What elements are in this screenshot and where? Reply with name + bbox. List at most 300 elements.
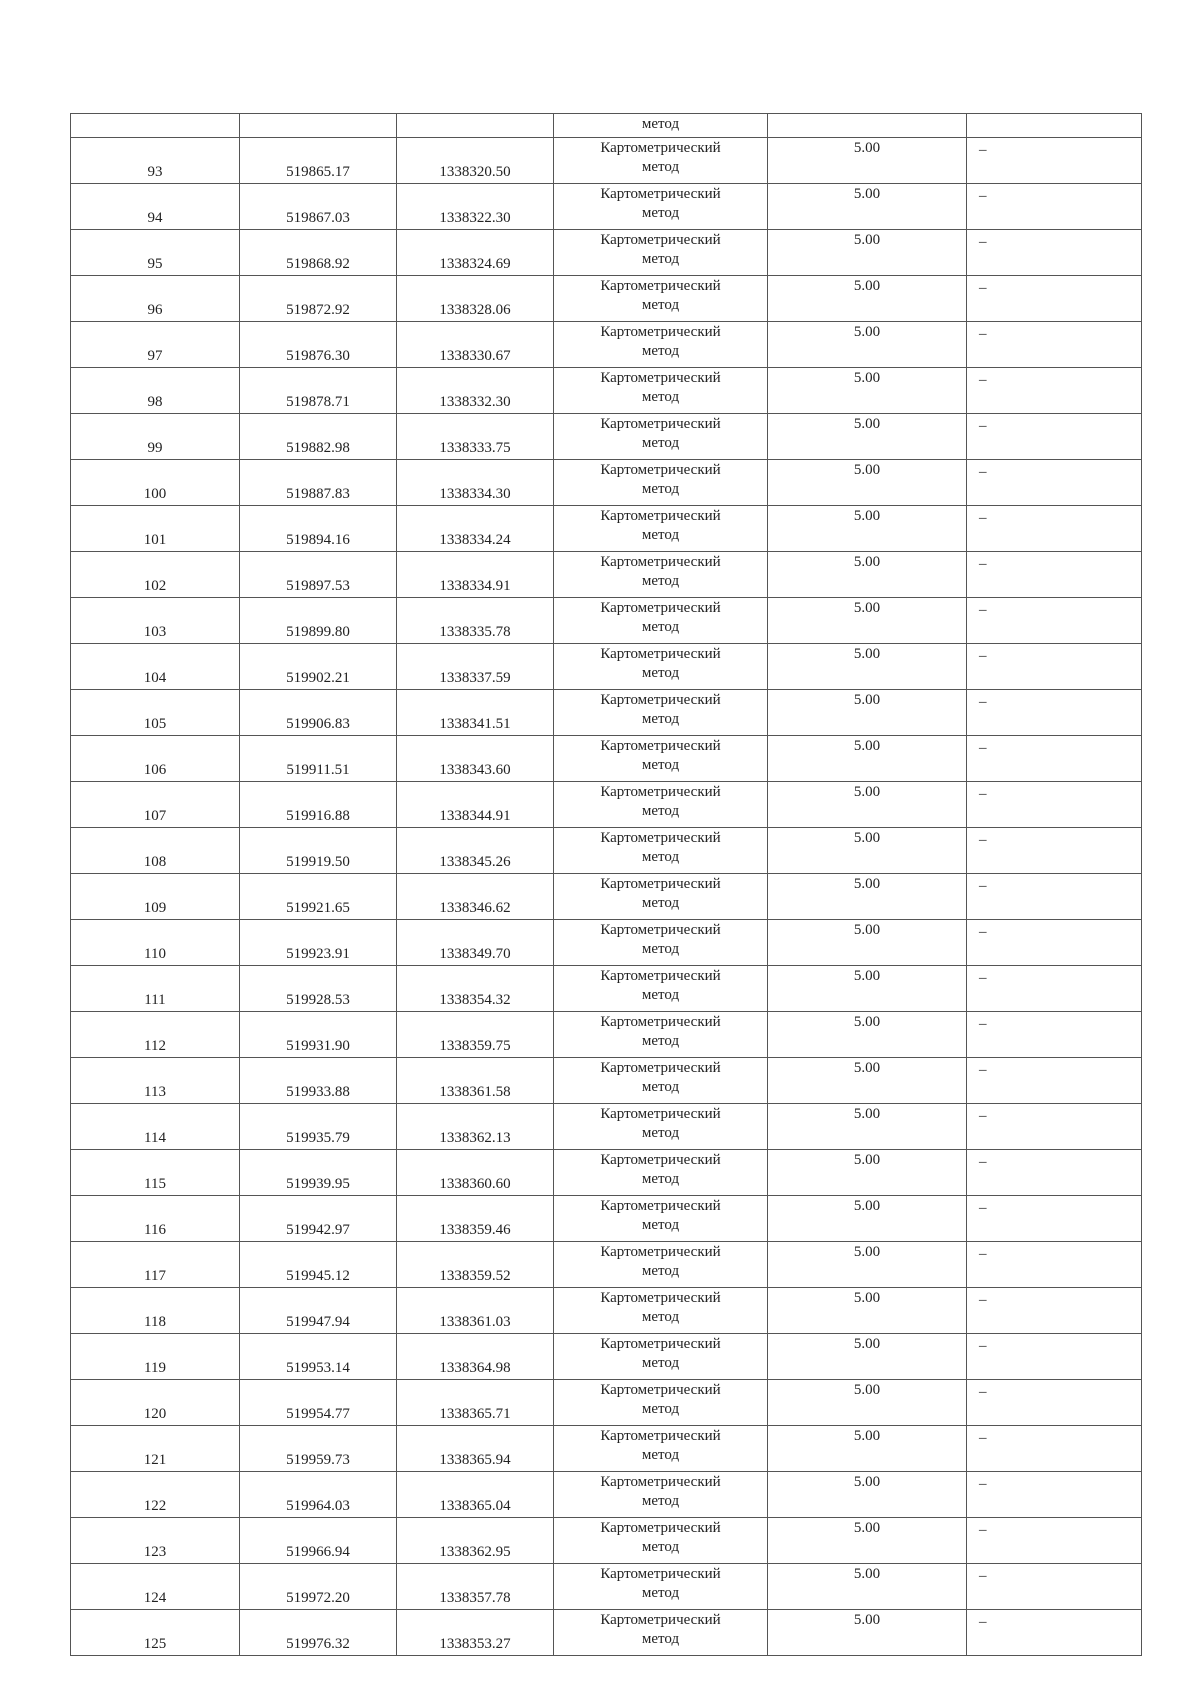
table-row [71,1334,1142,1380]
method-line-1: Картометрический [600,1198,721,1214]
x-coordinate-cell [240,1334,397,1380]
point-number-cell [71,1564,240,1610]
accuracy-cell: 5.00 [768,276,967,322]
x-coordinate: 519916.88 [286,808,350,824]
y-coordinate: 1338332.30 [439,394,511,410]
point-number: 100 [143,486,167,502]
point-number: 113 [144,1084,166,1100]
method-line-2: метод [641,849,680,865]
method-line-1: Картометрический [600,692,721,708]
point-number: 110 [144,946,166,962]
accuracy-cell: 5.00 [768,1610,967,1656]
y-coordinate-cell [397,1426,554,1472]
point-number: 99 [147,440,163,456]
method-cell [554,966,768,1012]
method-line-1: Картометрический [600,1106,721,1122]
y-coordinate: 1338334.91 [439,578,511,594]
x-coordinate-cell [240,1242,397,1288]
point-number: 117 [144,1268,166,1284]
method-line-2: метод [641,1447,680,1463]
point-number: 104 [143,670,167,686]
method-line-1: Картометрический [600,508,721,524]
x-coordinate-cell [240,828,397,874]
method-line-2: метод [641,987,680,1003]
point-number-cell [71,1012,240,1058]
y-coordinate-cell [397,1058,554,1104]
point-number-cell [71,1380,240,1426]
method-line-2: метод [641,159,680,175]
point-number: 122 [143,1498,167,1514]
description-cell: – [967,276,1142,322]
x-coordinate-cell [240,322,397,368]
x-coordinate: 519942.97 [286,1222,350,1238]
description-cell: – [967,1518,1142,1564]
method-cell [554,460,768,506]
method-cell [554,920,768,966]
accuracy-cell: 5.00 [768,1288,967,1334]
method-line-2: метод [641,895,680,911]
point-number: 94 [147,210,163,226]
point-number: 112 [144,1038,166,1054]
method-cell [554,368,768,414]
method-line-2: метод [641,573,680,589]
point-number-cell [71,230,240,276]
method-cell [554,644,768,690]
y-coordinate: 1338346.62 [439,900,511,916]
point-number: 111 [144,992,166,1008]
x-coordinate-cell [240,138,397,184]
point-number: 96 [147,302,163,318]
x-coordinate: 519954.77 [286,1406,350,1422]
x-coordinate-cell [240,1426,397,1472]
method-cell [554,1518,768,1564]
method-line-1: Картометрический [600,554,721,570]
method-line-1: Картометрический [600,370,721,386]
y-coordinate-cell [397,460,554,506]
method-cell [554,690,768,736]
table-row [71,506,1142,552]
accuracy-cell: 5.00 [768,920,967,966]
method-line-2: метод [641,389,680,405]
method-cell [554,1426,768,1472]
accuracy-cell: 5.00 [768,322,967,368]
y-coordinate-cell [397,1380,554,1426]
description-cell: – [967,1288,1142,1334]
point-number: 106 [143,762,167,778]
point-number-cell [71,414,240,460]
coordinates-table-body [71,114,1142,1656]
point-number: 120 [143,1406,167,1422]
x-coordinate-cell [240,1150,397,1196]
method-cell [554,1564,768,1610]
cont-cell-description [967,114,1142,138]
y-coordinate-cell [397,598,554,644]
x-coordinate: 519868.92 [286,256,350,272]
x-coordinate: 519976.32 [286,1636,350,1652]
y-coordinate: 1338360.60 [439,1176,511,1192]
point-number: 105 [143,716,167,732]
point-number: 123 [143,1544,167,1560]
method-line-1: Картометрический [600,1382,721,1398]
point-number-cell [71,690,240,736]
point-number-cell [71,184,240,230]
point-number: 125 [143,1636,167,1652]
point-number: 98 [147,394,163,410]
method-line-1: Картометрический [600,140,721,156]
point-number: 108 [143,854,167,870]
accuracy-cell: 5.00 [768,552,967,598]
x-coordinate: 519964.03 [286,1498,350,1514]
description-cell: – [967,1196,1142,1242]
method-line-1: Картометрический [600,1428,721,1444]
x-coordinate-cell [240,230,397,276]
table-row [71,1012,1142,1058]
y-coordinate-cell [397,1472,554,1518]
cont-cell-y [397,114,554,138]
y-coordinate-cell [397,1288,554,1334]
table-row [71,230,1142,276]
method-line-2: метод [641,1401,680,1417]
description-cell: – [967,1380,1142,1426]
point-number: 109 [143,900,167,916]
y-coordinate-cell [397,1334,554,1380]
table-row [71,368,1142,414]
x-coordinate-cell [240,1058,397,1104]
x-coordinate-cell [240,1564,397,1610]
x-coordinate-cell [240,736,397,782]
description-cell: – [967,1242,1142,1288]
method-line-2: метод [641,665,680,681]
method-line-1: Картометрический [600,1244,721,1260]
accuracy-cell: 5.00 [768,460,967,506]
point-number: 124 [143,1590,167,1606]
accuracy-cell: 5.00 [768,1518,967,1564]
method-cell [554,184,768,230]
table-row [71,1196,1142,1242]
method-line-2: метод [641,711,680,727]
y-coordinate-cell [397,138,554,184]
table-row [71,1242,1142,1288]
point-number-cell [71,782,240,828]
point-number: 93 [147,164,163,180]
y-coordinate: 1338334.24 [439,532,511,548]
y-coordinate: 1338330.67 [439,348,511,364]
method-line-1: Картометрический [600,1520,721,1536]
method-cell [554,322,768,368]
method-cell [554,874,768,920]
description-cell: – [967,230,1142,276]
method-line-1: Картометрический [600,1474,721,1490]
method-cell [554,1058,768,1104]
x-coordinate-cell [240,368,397,414]
y-coordinate-cell [397,1610,554,1656]
y-coordinate-cell [397,736,554,782]
point-number-cell [71,644,240,690]
description-cell: – [967,1610,1142,1656]
x-coordinate: 519865.17 [286,164,350,180]
x-coordinate-cell [240,966,397,1012]
description-cell: – [967,1012,1142,1058]
method-line-2: метод [641,619,680,635]
accuracy-cell: 5.00 [768,230,967,276]
description-cell: – [967,644,1142,690]
x-coordinate-cell [240,920,397,966]
description-cell: – [967,1104,1142,1150]
description-cell: – [967,920,1142,966]
point-number-cell [71,874,240,920]
accuracy-cell: 5.00 [768,1104,967,1150]
table-row [71,690,1142,736]
method-line-1: Картометрический [600,232,721,248]
method-line-2: метод [641,1539,680,1555]
method-cell [554,230,768,276]
method-line-2: метод [641,1309,680,1325]
x-coordinate-cell [240,1472,397,1518]
method-line-1: Картометрический [600,462,721,478]
description-cell: – [967,460,1142,506]
point-number-cell [71,1104,240,1150]
x-coordinate-cell [240,644,397,690]
method-cell [554,1334,768,1380]
method-line-2: метод [641,803,680,819]
x-coordinate-cell [240,1518,397,1564]
accuracy-cell: 5.00 [768,1150,967,1196]
table-row [71,1058,1142,1104]
accuracy-cell: 5.00 [768,1242,967,1288]
x-coordinate: 519928.53 [286,992,350,1008]
method-cell [554,138,768,184]
method-line-1: Картометрический [600,1060,721,1076]
method-line-2: метод [641,1033,680,1049]
x-coordinate: 519894.16 [286,532,350,548]
point-number: 119 [144,1360,166,1376]
table-row [71,322,1142,368]
point-number-cell [71,598,240,644]
method-line-1: Картометрический [600,186,721,202]
point-number: 116 [144,1222,166,1238]
x-coordinate: 519906.83 [286,716,350,732]
method-line-1: Картометрический [600,738,721,754]
accuracy-cell: 5.00 [768,690,967,736]
accuracy-cell: 5.00 [768,1012,967,1058]
point-number: 107 [143,808,167,824]
method-line-1: Картометрический [600,646,721,662]
table-row [71,552,1142,598]
y-coordinate: 1338361.58 [439,1084,511,1100]
x-coordinate: 519902.21 [286,670,350,686]
x-coordinate: 519882.98 [286,440,350,456]
description-cell: – [967,1058,1142,1104]
point-number-cell [71,1518,240,1564]
description-cell: – [967,1150,1142,1196]
y-coordinate-cell [397,874,554,920]
method-line-1: Картометрический [600,1014,721,1030]
accuracy-cell: 5.00 [768,1058,967,1104]
y-coordinate: 1338365.71 [439,1406,511,1422]
table-row [71,736,1142,782]
point-number: 103 [143,624,167,640]
continuation-row [71,114,1142,138]
point-number: 102 [143,578,167,594]
accuracy-cell: 5.00 [768,644,967,690]
description-cell: – [967,736,1142,782]
x-coordinate-cell [240,184,397,230]
x-coordinate-cell [240,1196,397,1242]
description-cell: – [967,1334,1142,1380]
table-row [71,1288,1142,1334]
table-row [71,782,1142,828]
method-line-2: метод [641,1217,680,1233]
description-cell: – [967,598,1142,644]
method-line-2: метод [641,1125,680,1141]
point-number: 95 [147,256,163,272]
point-number-cell [71,736,240,782]
table-row [71,1472,1142,1518]
table-row [71,1564,1142,1610]
y-coordinate: 1338343.60 [439,762,511,778]
coordinates-table [70,113,1142,1656]
x-coordinate: 519876.30 [286,348,350,364]
y-coordinate: 1338333.75 [439,440,511,456]
x-coordinate: 519959.73 [286,1452,350,1468]
y-coordinate: 1338364.98 [439,1360,511,1376]
y-coordinate: 1338349.70 [439,946,511,962]
accuracy-cell: 5.00 [768,782,967,828]
method-cell [554,1610,768,1656]
y-coordinate-cell [397,414,554,460]
point-number-cell [71,966,240,1012]
x-coordinate: 519867.03 [286,210,350,226]
cont-cell-x [240,114,397,138]
point-number-cell [71,138,240,184]
point-number-cell [71,828,240,874]
point-number-cell [71,460,240,506]
x-coordinate: 519947.94 [286,1314,350,1330]
table-row [71,138,1142,184]
method-line-1: Картометрический [600,1290,721,1306]
method-line-1: Картометрический [600,968,721,984]
table-row [71,828,1142,874]
accuracy-cell: 5.00 [768,828,967,874]
y-coordinate: 1338365.04 [439,1498,511,1514]
x-coordinate: 519939.95 [286,1176,350,1192]
method-line-2: метод [641,1585,680,1601]
point-number-cell [71,506,240,552]
method-line-2: метод [641,1493,680,1509]
x-coordinate: 519923.91 [286,946,350,962]
y-coordinate: 1338365.94 [439,1452,511,1468]
description-cell: – [967,966,1142,1012]
method-line-2: метод [641,251,680,267]
y-coordinate-cell [397,828,554,874]
x-coordinate: 519899.80 [286,624,350,640]
description-cell: – [967,1472,1142,1518]
y-coordinate-cell [397,1196,554,1242]
y-coordinate: 1338341.51 [439,716,511,732]
x-coordinate: 519953.14 [286,1360,350,1376]
y-coordinate-cell [397,276,554,322]
point-number-cell [71,1242,240,1288]
y-coordinate: 1338345.26 [439,854,511,870]
description-cell: – [967,506,1142,552]
y-coordinate-cell [397,1104,554,1150]
x-coordinate-cell [240,276,397,322]
x-coordinate-cell [240,414,397,460]
accuracy-cell: 5.00 [768,506,967,552]
table-row [71,460,1142,506]
description-cell: – [967,184,1142,230]
y-coordinate-cell [397,552,554,598]
y-coordinate-cell [397,1012,554,1058]
y-coordinate-cell [397,230,554,276]
table-row [71,874,1142,920]
x-coordinate: 519911.51 [286,762,350,778]
x-coordinate-cell [240,1380,397,1426]
description-cell: – [967,874,1142,920]
x-coordinate-cell [240,1104,397,1150]
point-number-cell [71,368,240,414]
method-line-1: Картометрический [600,784,721,800]
point-number-cell [71,1196,240,1242]
x-coordinate: 519935.79 [286,1130,350,1146]
method-line-1: Картометрический [600,876,721,892]
method-cell [554,598,768,644]
point-number-cell [71,920,240,966]
y-coordinate: 1338361.03 [439,1314,511,1330]
accuracy-cell: 5.00 [768,1380,967,1426]
x-coordinate-cell [240,506,397,552]
method-line-1: Картометрический [600,1336,721,1352]
x-coordinate: 519933.88 [286,1084,350,1100]
table-row [71,644,1142,690]
cont-cell-method: метод [554,114,768,138]
y-coordinate: 1338354.32 [439,992,511,1008]
x-coordinate-cell [240,598,397,644]
table-row [71,1426,1142,1472]
description-cell: – [967,368,1142,414]
y-coordinate: 1338337.59 [439,670,511,686]
x-coordinate-cell [240,1288,397,1334]
y-coordinate: 1338357.78 [439,1590,511,1606]
y-coordinate: 1338359.52 [439,1268,511,1284]
accuracy-cell: 5.00 [768,1564,967,1610]
y-coordinate-cell [397,690,554,736]
description-cell: – [967,1564,1142,1610]
point-number-cell [71,1334,240,1380]
description-cell: – [967,828,1142,874]
method-line-2: метод [641,205,680,221]
method-cell [554,1242,768,1288]
x-coordinate: 519945.12 [286,1268,350,1284]
x-coordinate: 519887.83 [286,486,350,502]
x-coordinate: 519872.92 [286,302,350,318]
x-coordinate: 519919.50 [286,854,350,870]
y-coordinate: 1338362.13 [439,1130,511,1146]
method-line-2: метод [641,1631,680,1647]
method-cell [554,414,768,460]
y-coordinate-cell [397,368,554,414]
point-number-cell [71,1058,240,1104]
point-number: 114 [144,1130,166,1146]
method-line-1: Картометрический [600,600,721,616]
method-line-1: Картометрический [600,1612,721,1628]
method-cell [554,1150,768,1196]
description-cell: – [967,1426,1142,1472]
table-row [71,1610,1142,1656]
point-number-cell [71,1472,240,1518]
accuracy-cell: 5.00 [768,874,967,920]
method-cell [554,736,768,782]
